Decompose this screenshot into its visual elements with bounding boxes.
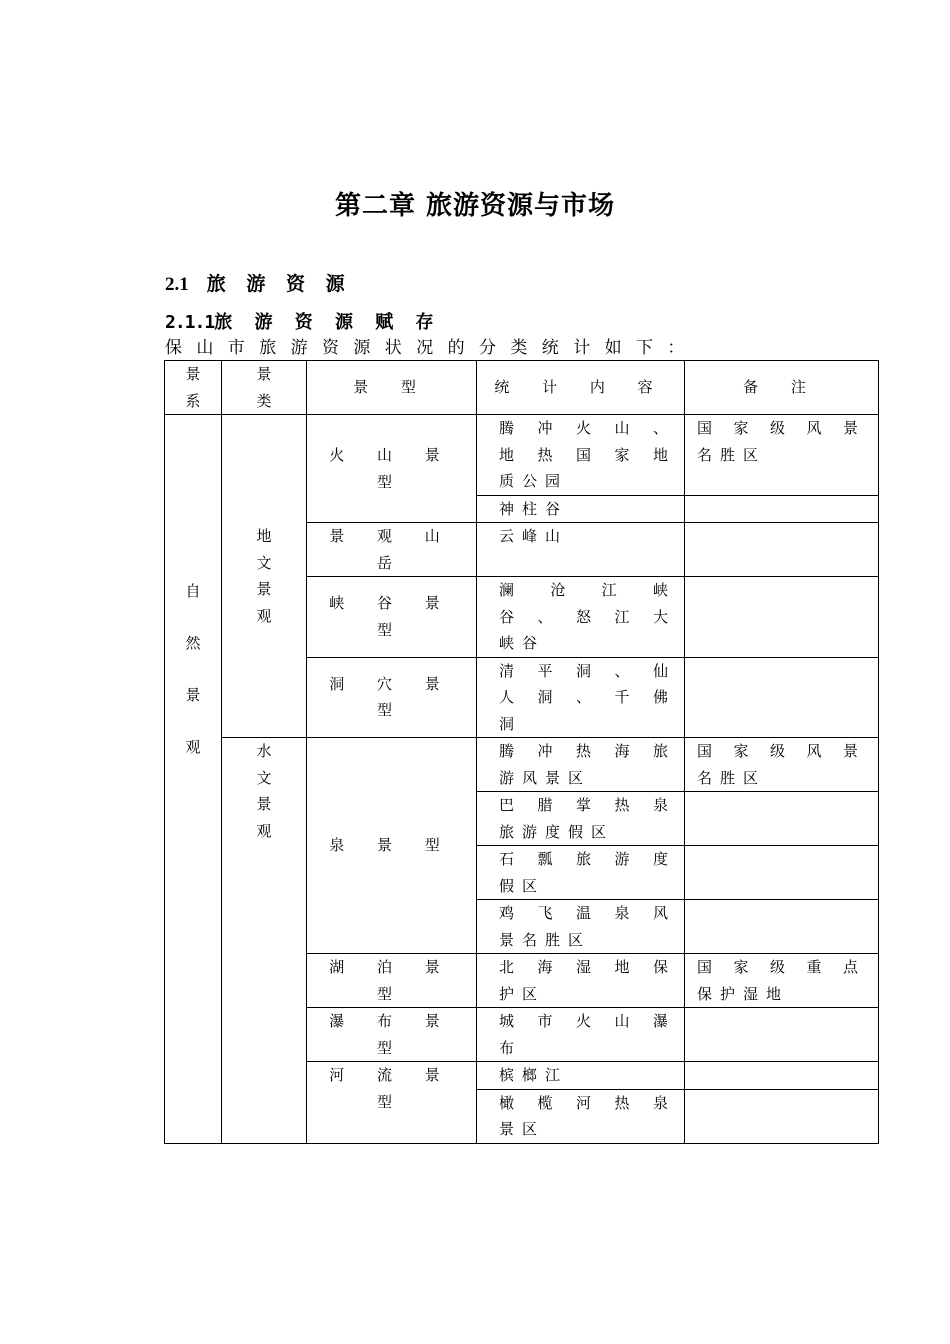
note-cell: 国家级风景 名胜区 [685, 415, 879, 496]
content-cell: 鸡飞温泉风 景名胜区 [477, 900, 685, 954]
type-volcano: 火 山 景 型 [307, 415, 477, 523]
subsection-number: 2.1.1 [165, 312, 215, 333]
header-jingxi: 景 系 [165, 361, 222, 415]
note-cell [685, 1062, 879, 1090]
section-title: 旅 游 资 源 [206, 273, 352, 295]
note-cell: 国家级重点 保护湿地 [685, 954, 879, 1008]
type-spring: 泉 景 型 [307, 738, 477, 954]
subsection-heading [165, 310, 442, 336]
note-cell [685, 577, 879, 658]
note-cell [685, 846, 879, 900]
content-cell: 橄榄河热泉 景区 [477, 1089, 685, 1143]
content-cell: 城市火山瀑 布 [477, 1008, 685, 1062]
note-cell: 国家级风景 名胜区 [685, 738, 879, 792]
type-canyon: 峡 谷 景 型 [307, 577, 477, 658]
note-cell [685, 1089, 879, 1143]
table-header-row [165, 361, 879, 415]
subsection-title: 旅 游 资 源 赋 存 [214, 312, 442, 333]
resource-table [164, 360, 879, 1144]
note-cell [685, 523, 879, 577]
content-cell: 北海湿地保 护区 [477, 954, 685, 1008]
content-cell: 清平洞、仙 人洞、千佛 洞 [477, 657, 685, 738]
type-lake: 湖 泊 景 型 [307, 954, 477, 1008]
note-cell [685, 1008, 879, 1062]
system-natural: 自 然 景 观 [165, 415, 222, 1144]
type-waterfall: 瀑 布 景 型 [307, 1008, 477, 1062]
type-cave: 洞 穴 景 型 [307, 657, 477, 738]
class-water: 水 文 景 观 [222, 738, 307, 1144]
note-cell [685, 657, 879, 738]
content-cell: 腾冲热海旅 游风景区 [477, 738, 685, 792]
type-river: 河 流 景 型 [307, 1062, 477, 1144]
chapter-title: 第二章 旅游资源与市场 [334, 191, 616, 221]
class-land: 地 文 景 观 [222, 415, 307, 738]
table-row [165, 738, 879, 792]
content-cell: 槟榔江 [477, 1062, 685, 1090]
content-cell: 云峰山 [477, 523, 685, 577]
header-content: 统 计 内 容 [477, 361, 685, 415]
content-cell: 澜沧江峡 谷、怒江大 峡谷 [477, 577, 685, 658]
content-cell: 巴腊掌热泉 旅游度假区 [477, 792, 685, 846]
section-heading [165, 270, 352, 299]
content-cell: 石瓢旅游度 假区 [477, 846, 685, 900]
content-cell: 神柱谷 [477, 495, 685, 523]
table-row [165, 415, 879, 496]
note-cell [685, 495, 879, 523]
section-number: 2.1 [165, 274, 189, 295]
header-jingxing: 景 型 [307, 361, 477, 415]
note-cell [685, 900, 879, 954]
intro-paragraph: 保山市旅游资源状况的分类统计如下： [165, 338, 699, 358]
note-cell [685, 792, 879, 846]
content-cell: 腾冲火山、 地热国家地 质公园 [477, 415, 685, 496]
type-mountain: 景 观 山 岳 [307, 523, 477, 577]
header-jinglei: 景 类 [222, 361, 307, 415]
header-note: 备 注 [685, 361, 879, 415]
